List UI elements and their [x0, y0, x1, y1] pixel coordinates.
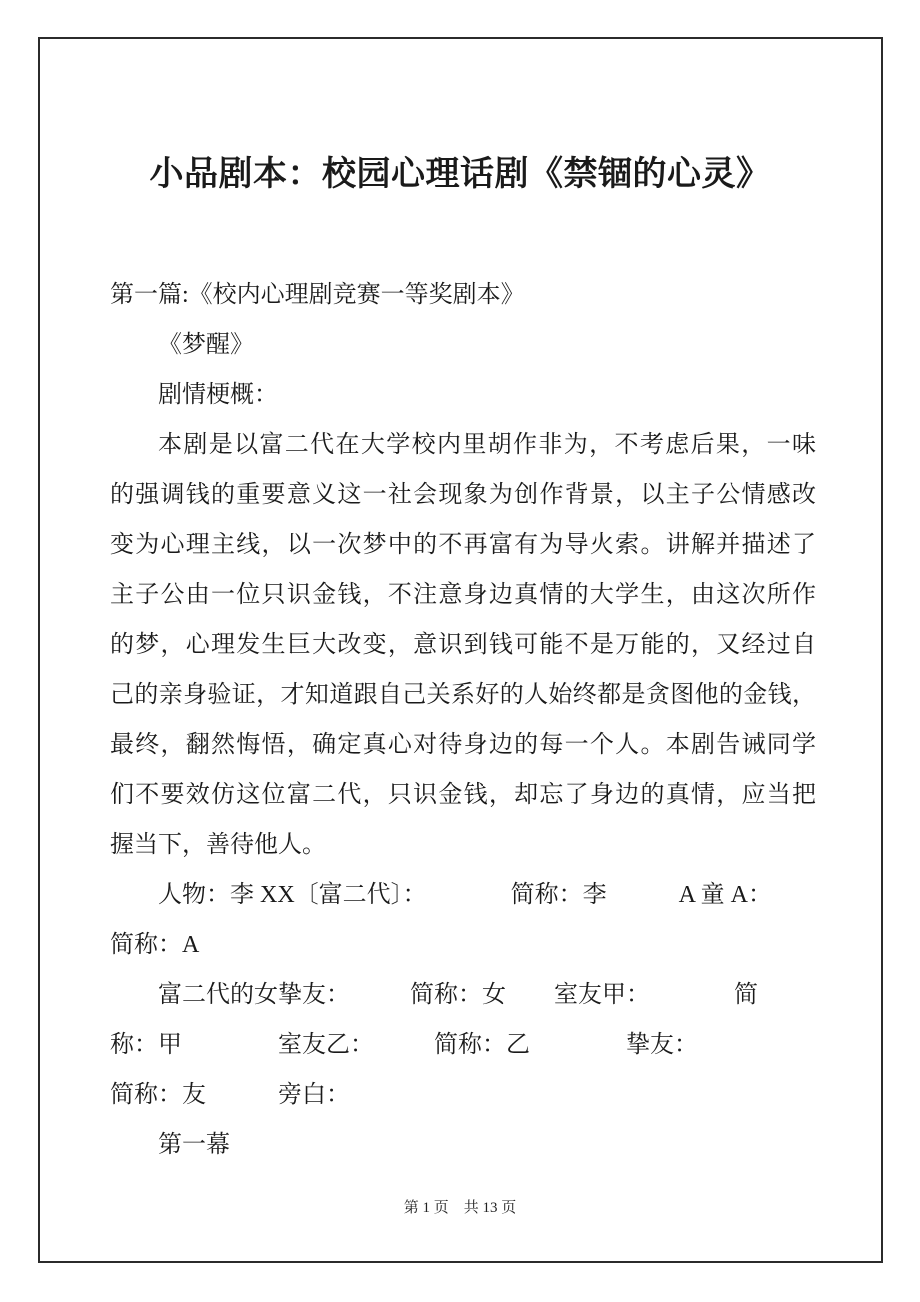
document-body — [110, 270, 816, 1170]
page-footer: 第 1 页 共 13 页 — [403, 1200, 517, 1216]
text-line: 简称：友 旁白： — [110, 1082, 350, 1108]
text-line: 最终，翻然悔悟，确定真心对待身边的每一个人。本剧告诫同学 — [110, 732, 816, 758]
text-line: 握当下，善待他人。 — [110, 832, 326, 858]
text-line: 本剧是以富二代在大学校内里胡作非为，不考虑后果，一味 — [158, 432, 816, 458]
text-line: 主子公由一位只识金钱，不注意身边真情的大学生，由这次所作 — [110, 582, 816, 608]
text-line: 剧情梗概： — [158, 382, 278, 408]
text-line: 的强调钱的重要意义这一社会现象为创作背景，以主子公情感改 — [110, 482, 816, 508]
text-line: 们不要效仿这位富二代，只识金钱，却忘了身边的真情，应当把 — [110, 782, 816, 808]
text-line: 称：甲 室友乙： 简称：乙 挚友： — [110, 1032, 698, 1058]
text-line: 富二代的女挚友： 简称：女 室友甲： 简 — [158, 982, 758, 1008]
text-line: 简称：A — [110, 932, 200, 958]
text-line: 第一篇:《校内心理剧竞赛一等奖剧本》 — [110, 282, 525, 308]
text-line: 人物：李 XX〔富二代〕： 简称：李 A 童 A： — [158, 882, 773, 908]
text-line: 《梦醒》 — [158, 332, 254, 358]
document-title: 小品剧本：校园心理话剧《禁锢的心灵》 — [149, 156, 771, 193]
text-line: 的梦，心理发生巨大改变，意识到钱可能不是万能的，又经过自 — [110, 632, 816, 658]
text-line: 第一幕 — [158, 1132, 230, 1158]
text-line: 变为心理主线，以一次梦中的不再富有为导火索。讲解并描述了 — [110, 532, 816, 558]
text-line: 己的亲身验证，才知道跟自己关系好的人始终都是贪图他的金钱， — [110, 682, 816, 708]
